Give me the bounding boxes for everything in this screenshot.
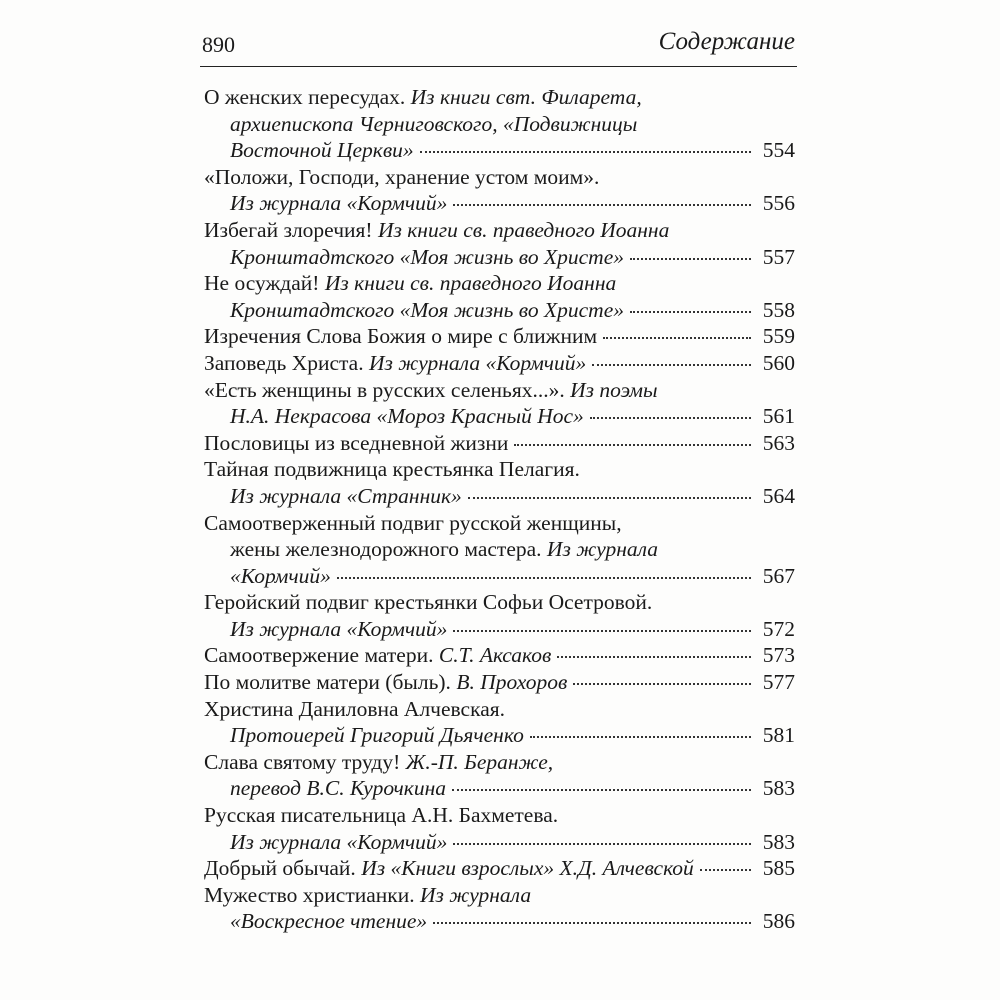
toc-entry-text [204,430,508,457]
toc-entry-title: Не осуждай! [204,271,325,296]
toc-entry-text [204,271,616,295]
dot-leader [453,843,751,845]
toc-entry-title: Геройский подвиг крестьянки Софьи Осетровой. [204,590,653,615]
toc-entry-line [204,775,795,802]
toc-entry-source: Н.А. Некрасова «Мороз Красный Нос» [230,404,584,429]
toc-entry-line [204,908,795,935]
toc-entry-text [230,112,637,136]
toc-entry-text [204,323,597,350]
toc-entry [204,882,795,935]
toc-entry-source: С.Т. Аксаков [438,643,552,668]
toc-entry [204,84,795,164]
toc-entry-text [204,697,505,721]
toc-entry-line [204,323,795,350]
table-of-contents [204,84,795,935]
toc-entry-line [204,430,795,457]
toc-entry-source: «Кормчий» [230,563,331,588]
dot-leader [573,683,751,685]
toc-entry-line [204,377,795,404]
toc-entry [204,510,795,590]
dot-leader [453,204,751,206]
toc-entry-source: Из «Книги взрослых» Х.Д. Алчевской [361,856,694,881]
toc-entry-text [230,190,447,217]
toc-entry-text [230,483,462,510]
toc-entry-line [204,297,795,324]
toc-entry [204,456,795,509]
toc-entry-text [204,883,531,907]
toc-entry-title: Христина Даниловна Алчевская. [204,696,506,721]
toc-entry-page-number: 561 [762,404,795,429]
toc-entry [204,164,795,217]
toc-entry [204,430,795,457]
page-header [202,18,795,68]
toc-entry-text [230,297,624,324]
toc-entry-text [230,244,624,271]
toc-entry-title: жены железнодорожного мастера. [230,537,547,562]
toc-entry-line [204,217,795,244]
toc-entry-source: Из поэмы [570,377,658,402]
toc-entry-title: «Положи, Господи, хранение устом моим». [204,164,600,189]
toc-entry-page-number: 559 [762,324,795,349]
toc-entry [204,855,795,882]
toc-entry-line [204,111,795,138]
toc-entry-line [204,616,795,643]
toc-entry [204,350,795,377]
toc-entry-title: Самоотверженный подвиг русской женщины, [204,510,622,535]
toc-entry-source: Из журнала «Кормчий» [368,350,587,375]
toc-entry-text [204,378,658,402]
toc-entry-text [204,642,551,669]
dot-leader [630,311,751,313]
toc-entry-source: Из журнала [546,537,659,562]
toc-entry-text [204,750,553,774]
toc-entry-text [204,350,586,377]
toc-entry-page-number: 554 [762,138,795,163]
dot-leader [337,577,751,579]
toc-entry-source: Ж.-П. Беранже, [405,749,554,774]
toc-entry-line [204,855,795,882]
toc-entry-text [204,457,580,481]
dot-leader [420,151,751,153]
toc-entry-line [204,164,795,191]
toc-entry-line [204,802,795,829]
toc-entry-title: Слава святому труду! [204,749,406,774]
toc-entry [204,217,795,270]
toc-entry-text [204,855,694,882]
toc-entry [204,802,795,855]
toc-entry-text [230,775,446,802]
toc-entry-text [230,403,584,430]
toc-entry-source: Из журнала «Кормчий» [230,616,448,641]
dot-leader [514,444,751,446]
toc-entry-page-number: 585 [762,856,795,881]
dot-leader [433,922,751,924]
toc-entry-page-number: 583 [762,829,795,854]
toc-entry [204,323,795,350]
toc-entry-text [230,537,658,561]
toc-entry-page-number: 586 [762,909,795,934]
toc-entry-source: Из журнала «Кормчий» [230,191,448,216]
toc-entry-line [204,829,795,856]
toc-entry-title: Самоотвержение матери. [204,643,439,668]
dot-leader [630,258,751,260]
toc-entry-page-number: 583 [762,776,795,801]
toc-entry-line [204,483,795,510]
toc-entry-page-number: 558 [762,297,795,322]
toc-entry [204,749,795,802]
toc-entry-text [230,908,427,935]
toc-entry-source: Из книги св. праведного Иоанна [324,271,617,296]
dot-leader [468,497,751,499]
toc-entry-page-number: 567 [762,563,795,588]
page-number: 890 [202,32,235,57]
toc-entry-line [204,882,795,909]
toc-entry-text [204,85,642,109]
toc-entry-title: «Есть женщины в русских селеньях...». [204,377,571,402]
toc-entry-line [204,563,795,590]
toc-entry-source: Из книги св. праведного Иоанна [377,217,670,242]
toc-entry-line [204,84,795,111]
toc-entry-page-number: 564 [762,483,795,508]
header-rule [200,66,797,67]
toc-entry [204,642,795,669]
toc-entry-source: В. Прохоров [456,670,568,695]
toc-entry-source: перевод В.С. Курочкина [230,776,446,801]
dot-leader [452,789,751,791]
toc-entry-source: Из журнала «Странник» [230,483,462,508]
toc-entry-page-number: 572 [762,616,795,641]
toc-entry-line [204,270,795,297]
toc-entry-line [204,137,795,164]
toc-entry-title: Добрый обычай. [204,856,362,881]
toc-entry-page-number: 563 [762,430,795,455]
toc-entry [204,589,795,642]
toc-entry-title: Заповедь Христа. [204,350,369,375]
toc-entry-source: архиепископа Черниговского, «Подвижницы [230,111,638,136]
toc-entry-text [204,669,567,696]
toc-entry-text [230,616,447,643]
toc-entry-line [204,589,795,616]
toc-entry-line [204,244,795,271]
toc-entry-title: Пословицы из вседневной жизни [204,430,509,455]
toc-entry-line [204,642,795,669]
toc-entry-source: Из журнала [419,882,532,907]
toc-entry-text [230,829,447,856]
toc-entry-text [230,137,414,164]
toc-entry-title: Русская писательница А.Н. Бахметева. [204,803,559,828]
section-title: Содержание [658,28,795,55]
toc-entry-line [204,403,795,430]
toc-entry-page-number: 577 [762,670,795,695]
toc-entry-text [230,722,524,749]
toc-entry [204,377,795,430]
toc-entry-source: Восточной Церкви» [230,138,414,163]
toc-entry-text [230,563,331,590]
toc-entry-text [204,218,669,242]
toc-entry-title: Мужество христианки. [204,882,420,907]
toc-entry-source: Из книги свт. Филарета, [410,85,642,109]
toc-entry-text [204,803,558,827]
toc-entry-line [204,510,795,537]
toc-entry-source: Протоиерей Григорий Дьяченко [230,723,524,748]
toc-entry-line [204,669,795,696]
dot-leader [592,364,751,366]
toc-entry [204,669,795,696]
dot-leader [603,337,751,339]
toc-entry-title: Избегай злоречия! [204,217,378,242]
toc-entry-line [204,536,795,563]
toc-entry-text [204,165,599,189]
toc-entry-text [204,590,652,614]
toc-entry-line [204,749,795,776]
toc-entry-source: Из журнала «Кормчий» [230,829,448,854]
toc-entry-title: По молитве матери (быль). [204,670,457,695]
toc-entry-source: Кронштадтского «Моя жизнь во Христе» [230,244,624,269]
dot-leader [557,656,751,658]
toc-entry-line [204,722,795,749]
toc-entry-line [204,456,795,483]
dot-leader [700,869,751,871]
toc-entry-line [204,696,795,723]
toc-entry-page-number: 581 [762,723,795,748]
dot-leader [590,417,751,419]
toc-entry-title: Тайная подвижница крестьянка Пелагия. [204,457,580,482]
dot-leader [453,630,751,632]
toc-entry-page-number: 557 [762,244,795,269]
toc-entry-line [204,350,795,377]
toc-entry-title: О женских пересудах. [204,85,411,109]
toc-entry [204,696,795,749]
toc-entry-title: Изречения Слова Божия о мире с ближним [204,324,598,349]
toc-entry-source: Кронштадтского «Моя жизнь во Христе» [230,297,624,322]
dot-leader [530,736,751,738]
toc-entry-text [204,511,622,535]
toc-entry-page-number: 560 [762,350,795,375]
toc-entry-line [204,190,795,217]
toc-entry-source: «Воскресное чтение» [230,909,428,934]
toc-entry [204,270,795,323]
toc-entry-page-number: 556 [762,191,795,216]
toc-entry-page-number: 573 [762,643,795,668]
